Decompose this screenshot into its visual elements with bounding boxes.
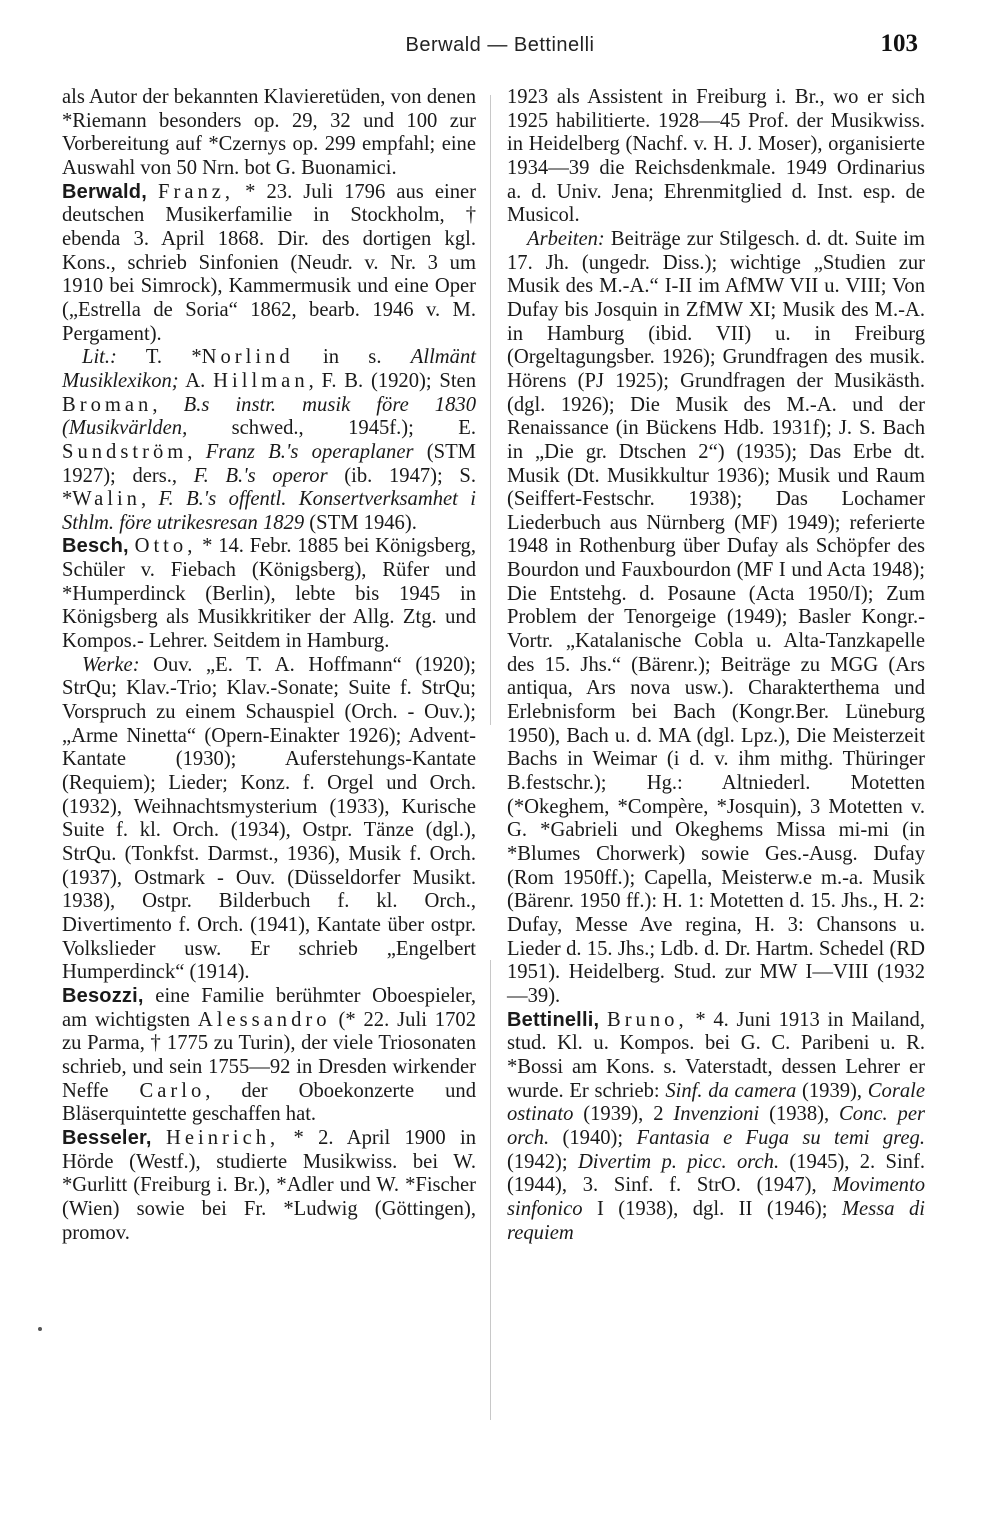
headword-besozzi: Besozzi,: [62, 984, 144, 1007]
lit-text: (ib. 1947); S. *: [62, 464, 477, 511]
lit-title: Franz B.'s operaplaner: [205, 440, 414, 463]
right-column: [507, 86, 925, 1245]
lit-label: Lit.:: [82, 346, 117, 369]
entry-besseler: [62, 1127, 476, 1245]
person-name: Alessandro: [197, 1008, 331, 1031]
lit-text: (STM 1946).: [304, 511, 417, 534]
lit-author: Broman: [62, 393, 153, 416]
work-title: Messa di requiem: [507, 1197, 925, 1244]
page-number: 103: [880, 30, 918, 57]
running-head: Berwald — Bettinelli: [405, 34, 595, 56]
entry-body-bettinelli: (1938),: [759, 1103, 840, 1126]
entry-body-berwald: * 23. Juli 1796 aus einer deutschen Musikerfamilie in Stockholm, † ebenda 3. April 1868. Dir. des dortigen kgl. Kons., schrieb Sinfonien (Neudr. v. Nr. 3 um 1910 bei Simrock), Kammermusik und eine Oper („Estrella de Soria“ 1862, bearb. 1946 v. M. Pergament).: [62, 180, 476, 345]
entry-body-bettinelli: * 4. Juni 1913 in Mailand, stud. Kl. u. Kompos. bei G. C. Paribeni u. R. *Bossi am Kons. s. Vaterstadt, dessen Lehrer er wurde. Er schrieb:: [507, 1008, 925, 1102]
work-title: Invenzioni: [673, 1103, 760, 1126]
entry-body-besozzi: , der Oboekonzerte und Bläserquintette geschaffen hat.: [62, 1079, 477, 1126]
lit-text: ,: [140, 488, 159, 511]
works-besch: [62, 654, 476, 985]
work-title: Sinf. da camera: [665, 1079, 797, 1102]
work-title: Divertim p. picc. orch.: [577, 1150, 780, 1173]
headword-berwald: Berwald,: [62, 180, 147, 203]
lit-text: T. *: [116, 346, 202, 369]
column-divider-lower: [490, 960, 491, 1420]
works-besseler: [507, 228, 925, 1009]
entry-body-bettinelli: (1939), 2: [573, 1103, 674, 1126]
given-name-bettinelli: Bruno,: [606, 1008, 688, 1031]
work-title: Fantasia e Fuga su temi greg.: [636, 1126, 925, 1149]
lit-author: Norlind: [201, 346, 294, 369]
page-header: [0, 30, 1000, 64]
works-label: Werke:: [82, 653, 140, 676]
entry-body-besozzi: (* 22. Juli 1702 zu Parma, † 1775 zu Turin), der viele Triosonaten schrieb, und sein 1755—92 in Dresden wirkender Neffe: [62, 1008, 476, 1102]
work-title: Movimento sinfonico: [507, 1174, 925, 1220]
entry-body-besch: * 14. Febr. 1885 bei Königsberg, Schüler v. Fiebach (Königsberg), Rüfer und *Humperdinck (Berlin), lebte bis 1945 in Königsberg als Musikkritiker der Allg. Ztg. und Kompos.- Lehrer. Seitdem in Hamburg.: [62, 535, 476, 653]
given-name-besch: Otto,: [134, 535, 197, 558]
given-name-berwald: Franz,: [158, 180, 235, 203]
entry-body-besozzi: eine Familie berühmter Oboespieler, am wichtigsten: [62, 984, 476, 1031]
given-name-besseler: Heinrich,: [165, 1126, 280, 1149]
lit-text: schwed., 1945f.); E.: [187, 417, 476, 440]
person-name: Carlo: [139, 1079, 206, 1102]
entry-body-bettinelli: (1945), 2. Sinf. (1944), 3. Sinf. f. StrO. (1947),: [507, 1150, 925, 1197]
headword-besch: Besch,: [62, 535, 129, 558]
entry-body-bettinelli: I (1938), dgl. II (1946);: [582, 1197, 842, 1220]
works-text: Beiträge zur Stilgesch. d. dt. Suite im 17. Jh. (ungedr. Diss.); wichtige „Studien zur Musik des M.-A.“ I-II im AfMW VII u. VIII; Von Dufay bis Josquin in ZfMW XI; Musik des M.-A. in Hamburg (ibid. VII) u. in Freiburg (Orgeltagungsber. 1926); Grundfragen des musik. Hörens (PJ 1925); Grundfragen der Musikästh. (dgl. 1926); Die Musik des M.-A. und der Renaissance (in Bückens Hdb. 1931f); J. S. Bach in „Die gr. Dtschen 2“) (1935); Das Erbe dt. Musik (Dt. Musikkultur 1936); Musik und Raum (Seiffert-Festschr. 1938); Das Lochamer Liederbuch aus Nürnberg (MF) 1949); referierte 1948 in Rothenburg über Dufay als Schöpfer des Bourdon und Fauxbourdon (MF I und Acta 1948); Die Entstehg. d. Posaune (Acta 1950/I); Zum Problem der Tenorgeige (1949); Basler Kongr.-Vortr. „Katalanische Cobla u. Alta-Tanzkapelle des 15. Jhs.“ (Bärenr.); Beiträge zu MGG (Ars antiqua, Ars nova usw.). Charakterthema und Erlebnisform bei Bach (Kongr.Ber. Lüneburg 1950), Bach u. d. MA (dgl. Lpz.), Die Meisterzeit Bachs in Weimar (i d. v. ihm mithg. Thüringer B.festschr.); Hg.: Altniederl. Motetten (*Okeghem, *Compère, *Josquin), 3 Motetten v. G. *Gabrieli und Okeghems Missa mi-mi (in *Blumes Chorwerk) sowie Ges.-Ausg. Dufay (Rom 1950ff.); Capella, Meisterw.e m.-a. Musik (Bärenr. 1950 ff.): H. 1: Motetten d. 15. Jhs., H. 2: Dufay, Messe Ave regina, H. 3: Chansons u. Lieder d. 15. Jhs.; Ldb. d. Dr. Hartm. Schedel (RD 1951). Heidelberg. Stud. zur MW I—VIII (1932—39).: [507, 227, 925, 1007]
lit-title: F. B.'s operor: [193, 464, 328, 487]
lit-title: F. B.'s offentl. Konsertverksamhet i Sthlm. före utrikesresan 1829: [62, 488, 477, 534]
entry-besozzi: [62, 985, 476, 1127]
works-label: Arbeiten:: [527, 227, 605, 250]
headword-besseler: Besseler,: [62, 1126, 152, 1149]
entry-body-bettinelli: (1940);: [549, 1126, 637, 1149]
continuation-paragraph: als Autor der bekannten Klavieretüden, von denen *Riemann besonders op. 29, 32 und 100 zur Vorbereitung auf *Czernys op. 299 empfahl; eine Auswahl von 50 Nrn. bot G. Buonamici.: [62, 86, 476, 179]
entry-besch: [62, 535, 476, 653]
lit-text: A.: [178, 369, 214, 392]
entry-berwald: [62, 181, 476, 347]
work-title: Conc. per orch.: [507, 1103, 926, 1149]
column-divider: [490, 95, 491, 725]
lit-author: Hillman: [213, 369, 309, 392]
margin-mark: [38, 1327, 42, 1331]
lit-title: B.s instr. musik före 1830 (Musikvärlden,: [62, 393, 476, 440]
lit-text: , F. B. (1920); Sten: [308, 369, 476, 392]
lit-author: Walin: [72, 488, 141, 511]
left-column: [62, 86, 476, 1245]
entry-bettinelli: [507, 1009, 925, 1246]
entry-body-bettinelli: (1939),: [796, 1079, 868, 1102]
entry-body-besseler: * 2. April 1900 in Hörde (Westf.), studierte Musikwiss. bei W. *Gurlitt (Freiburg i. Br.), *Adler und W. *Fischer (Wien) sowie bei Fr. *Ludwig (Göttingen), promov.: [62, 1126, 476, 1244]
headword-bettinelli: Bettinelli,: [507, 1008, 600, 1031]
lit-text: ,: [187, 440, 206, 463]
continuation-besseler: 1923 als Assistent in Freiburg i. Br., wo er sich 1925 habilitierte. 1928—45 Prof. der Musikwiss. in Heidelberg (Nachf. v. H. J. Moser), organisierte 1934—39 die Reichsdenkmale. 1949 Ordinarius a. d. Univ. Jena; Ehrenmitglied d. Inst. esp. de Musicol.: [507, 86, 925, 227]
lit-title: Allmänt Musiklexikon;: [62, 346, 476, 392]
lit-author: Sundström: [62, 440, 188, 463]
works-text: Ouv. „E. T. A. Hoffmann“ (1920); StrQu; Klav.-Trio; Klav.-Sonate; Suite f. StrQu; Vorspruch zu einem Schauspiel (Orch. - Ouv.); „Arme Ninetta“ (Opern-Einakter 1926); Advent-Kantate (1930); Auferstehungs-Kantate (Requiem); Lieder; Konz. f. Orgel und Orch. (1932), Weihnachtsmysterium (1933), Kurische Suite f. kl. Orch. (1934), Ostpr. Tänze (dgl.), StrQu. (Tonkfst. Darmst., 1936), Musik f. Orch. (1937), Ostmark - Ouv. (Düsseldorfer Musikt. 1938), Ostpr. Bilderbuch f. kl. Orch., Divertimento f. Orch. (1941), Kantate über ostpr. Volkslieder usw. Er schrieb „Engelbert Humperdinck“ (1914).: [62, 653, 476, 984]
entry-body-bettinelli: (1942);: [507, 1150, 578, 1173]
lit-text: in s.: [293, 346, 411, 369]
lit-text: (STM 1927); ders.,: [62, 440, 476, 487]
work-title: Corale ostinato: [507, 1079, 925, 1126]
literature-berwald: [62, 346, 476, 535]
lit-text: ,: [152, 393, 184, 416]
